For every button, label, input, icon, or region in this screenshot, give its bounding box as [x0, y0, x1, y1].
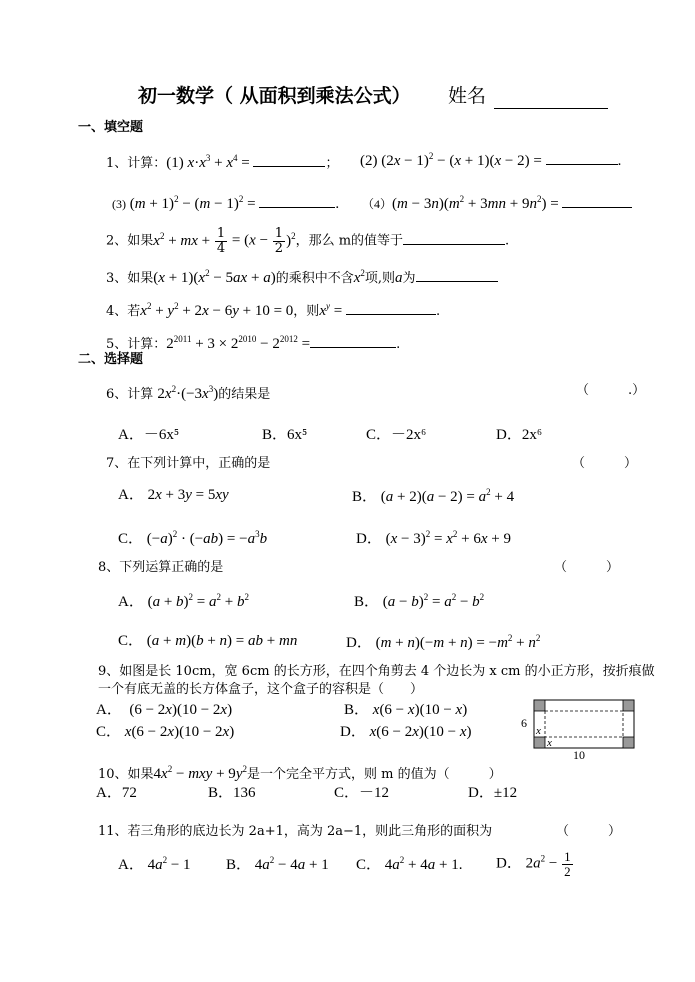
- q9-width-label: 6: [521, 716, 527, 730]
- q2-label: 2、如果: [106, 233, 154, 249]
- q1-blank4[interactable]: [562, 193, 632, 208]
- q1-blank3[interactable]: [259, 193, 335, 208]
- q4-row: 4、若$x^2 + y^2 + 2x - 6y + 10 = 0$，则$x^y$ = .: [106, 301, 441, 319]
- q4-label: 4、若: [106, 304, 141, 319]
- q8-option-b[interactable]: B． $(a - b)^2 = a^2 - b^2$: [354, 592, 485, 610]
- q5-row: 5、计算：$2^{2011} + 3 \times 2^{2010} - 2^{2012}$ = .: [106, 334, 401, 352]
- q8-stem: 8、下列运算正确的是: [98, 560, 224, 575]
- q6-option-c[interactable]: C．－2x⁶: [366, 427, 427, 443]
- q6-row: 6、计算 $2x^2\cdot(-3x^3)$的结果是: [106, 384, 271, 402]
- q10-option-a[interactable]: A．72: [96, 785, 137, 801]
- q9-option-b[interactable]: B． x(6 − x)(10 − x): [344, 702, 468, 718]
- q1-blank2[interactable]: [546, 150, 618, 165]
- q7-option-a[interactable]: A． 2x + 3y = 5xy: [118, 487, 229, 503]
- section-choice: 二、选择题: [78, 352, 144, 367]
- q11-stem: 11、若三角形的底边长为 2a+1，高为 2a−1，则此三角形的面积为: [98, 824, 493, 839]
- q1-part3: (3) $(m + 1)^2 - (m - 1)^2$ = .: [112, 194, 340, 212]
- q3-tail-a: 的乘积中不含: [275, 271, 354, 286]
- q7-bracket[interactable]: （ ）: [572, 456, 638, 471]
- q9-stem-line1: 9、如图是长 10cm，宽 6cm 的长方形，在四个角剪去 4 个边长为 x cm 的小正方形，按折痕做: [98, 664, 655, 679]
- q11-option-d[interactable]: D． $2a^2$ − $\frac{1}{2}$: [496, 849, 571, 879]
- q9-x-label-bottom: x: [547, 737, 552, 749]
- q8-option-d[interactable]: D． $(m + n)(-m + n) = -m^2 + n^2$: [346, 633, 541, 651]
- q6-option-a[interactable]: A．－6x⁵: [118, 427, 180, 443]
- q2-tail: ，那么 m的值等于: [295, 233, 404, 249]
- section-fill-blank: 一、填空题: [78, 120, 144, 135]
- q3-tail-c: 为: [402, 271, 416, 286]
- q10-option-c[interactable]: C．－12: [334, 785, 390, 801]
- q2-frac-half: $\frac{1}{2}$: [274, 226, 284, 256]
- q9-option-d[interactable]: D． x(6 − 2x)(10 − x): [340, 724, 472, 740]
- q11-option-c[interactable]: C． $4a^2 + 4a + 1$.: [356, 855, 463, 873]
- q6-label: 6、计算: [106, 387, 154, 402]
- q7-option-d[interactable]: D． $(x - 3)^2 = x^2 + 6x + 9$: [356, 529, 511, 547]
- q9-corner-tl: [534, 700, 545, 711]
- q7-option-c[interactable]: C． $(-a)^2 \cdot (-ab) = -a^3b$: [118, 529, 268, 547]
- q3-label: 3、如果: [106, 271, 154, 286]
- q2-row: 2、如果$x^2$ + mx + $\frac{1}{4}$ = (x − $\frac{1}{2}$ )$^2$，那么 m的值等于 .: [106, 226, 510, 256]
- name-label: 姓名: [448, 85, 487, 107]
- q3-tail-b: 项,则: [364, 271, 396, 286]
- q1-tag3: (3): [112, 197, 126, 211]
- q11-frac-half: $\frac{1}{2}$: [564, 849, 571, 879]
- q3-blank[interactable]: [416, 267, 498, 282]
- q11-option-b[interactable]: B． $4a^2 - 4a + 1$: [226, 855, 329, 873]
- q9-corner-br: [623, 737, 634, 748]
- q1-blank1[interactable]: [253, 152, 325, 167]
- q4-tail: ，则: [293, 304, 320, 319]
- q1-part2: (2) $(2x - 1)^2 - (x + 1)(x - 2)$ = .: [360, 151, 622, 169]
- q11-bracket[interactable]: （ ）: [556, 824, 622, 839]
- q5-blank[interactable]: [310, 333, 396, 348]
- q6-option-d[interactable]: D．2x⁶: [496, 427, 543, 443]
- q7-option-b[interactable]: B． $(a + 2)(a - 2) = a^2 + 4$: [352, 487, 515, 505]
- q1-row1: 1、计算：(1) $x\cdot x^3 + x^4$ = ；: [106, 153, 339, 171]
- q1-label: 1、计算：: [106, 156, 167, 171]
- q11-option-a[interactable]: A． $4a^2 - 1$: [118, 855, 191, 873]
- q5-label: 5、计算：: [106, 337, 167, 352]
- q6-bracket[interactable]: （ .）: [576, 383, 646, 398]
- q7-stem: 7、在下列计算中，正确的是: [106, 456, 271, 471]
- q10-option-d[interactable]: D．±12: [468, 785, 518, 801]
- q9-option-a[interactable]: A． (6 − 2x)(10 − 2x): [96, 702, 233, 718]
- name-blank[interactable]: [494, 108, 608, 109]
- q9-option-c[interactable]: C． x(6 − 2x)(10 − 2x): [96, 724, 235, 740]
- q8-option-a[interactable]: A． $(a + b)^2 = a^2 + b^2$: [118, 592, 249, 610]
- q10-tail: 是一个完全平方式，则 m 的值为（ ）: [246, 767, 502, 782]
- q9-corner-tr: [623, 700, 634, 711]
- q10-label: 10、如果: [98, 767, 154, 782]
- q1-part4: $(4)(m - 3n)(m^2 + 3mn + 9n^2)$ =: [362, 193, 632, 213]
- q9-x-label-left: x: [536, 725, 541, 737]
- q10-option-b[interactable]: B．136: [208, 785, 256, 801]
- q1-tag2: (2): [360, 153, 378, 169]
- q1-part1: (1) $x\cdot x^3 + x^4$ =: [166, 153, 254, 171]
- q9-length-label: 10: [573, 748, 585, 762]
- q8-option-c[interactable]: C． (a + m)(b + n) = ab + mn: [118, 633, 298, 649]
- q2-blank[interactable]: [403, 230, 505, 245]
- q4-blank[interactable]: [346, 300, 436, 315]
- q9-box-figure: [519, 696, 649, 762]
- q6-tail: 的结果是: [218, 387, 271, 402]
- q10-row: 10、如果$4x^2$ − mxy + $9y^2$是一个完全平方式，则 m 的值为（ ）: [98, 764, 502, 782]
- q6-option-b[interactable]: B．6x⁵: [262, 427, 308, 443]
- q9-corner-bl: [534, 737, 545, 748]
- q2-frac-quarter: $\frac{1}{4}$: [216, 226, 226, 256]
- q9-fold-lines: [545, 711, 623, 737]
- q1-tag4: （4）: [362, 197, 393, 211]
- q3-row: 3、如果$(x + 1)(x^2 - 5ax + a)$的乘积中不含$x^2$项,则a为: [106, 267, 498, 287]
- page-title: 初一数学（ 从面积到乘法公式）: [138, 85, 411, 107]
- q8-bracket[interactable]: （ ）: [554, 560, 620, 575]
- q9-stem-line2: 一个有底无盖的长方体盒子，这个盒子的容积是（ ）: [98, 682, 424, 697]
